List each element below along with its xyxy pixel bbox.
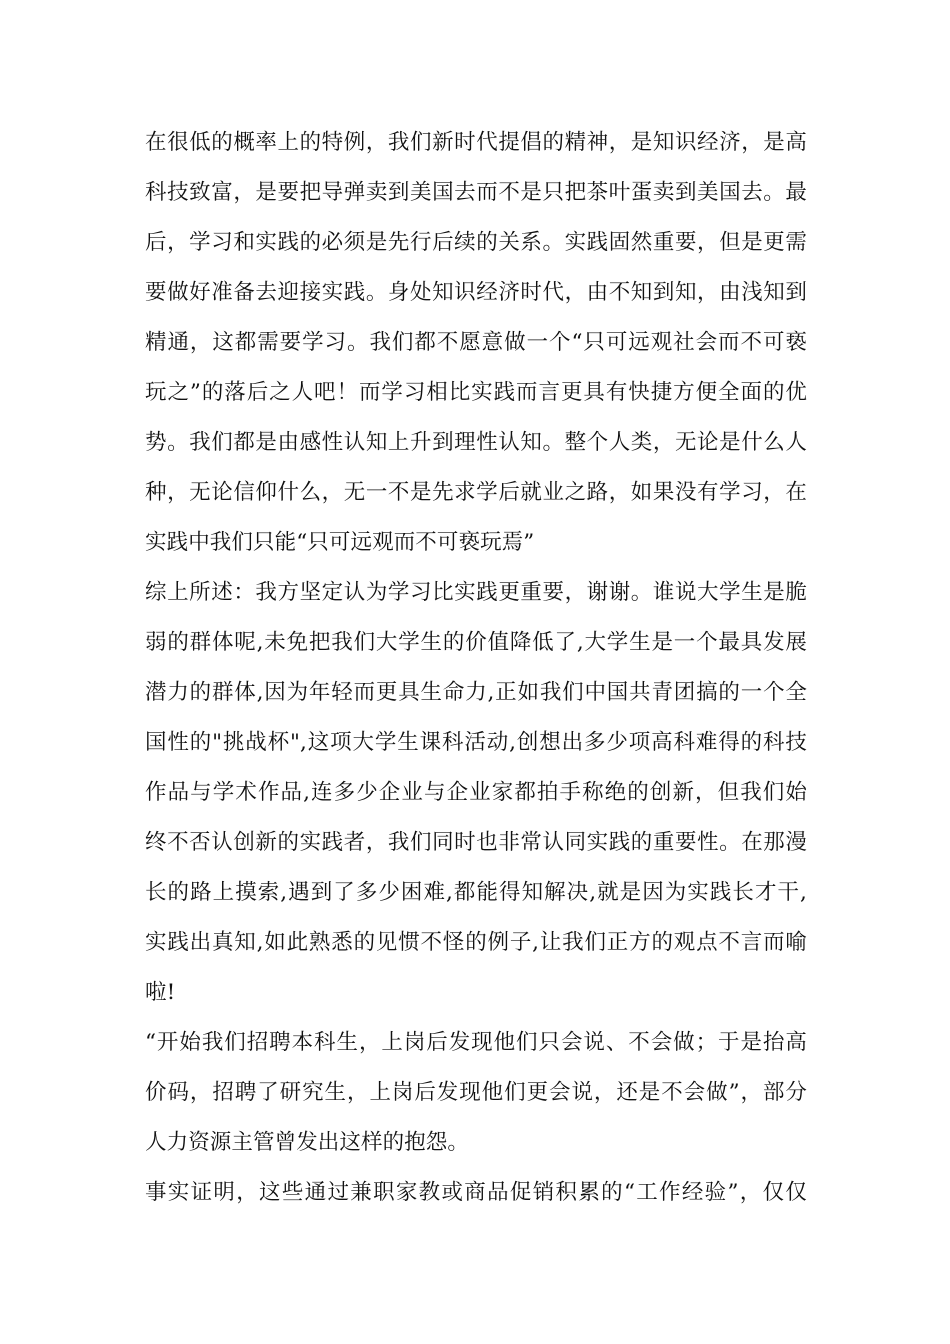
document-body <box>145 118 807 1218</box>
paragraph-1 <box>145 118 807 568</box>
text-line: 终不否认创新的实践者，我们同时也非常认同实践的重要性。在那漫 <box>145 830 807 855</box>
text-line: 弱的群体呢,未免把我们大学生的价值降低了,大学生是一个最具发展 <box>145 630 807 655</box>
text-line: 啦! <box>145 980 176 1005</box>
text-line: 价码，招聘了研究生，上岗后发现他们更会说，还是不会做”，部分 <box>145 1080 807 1105</box>
text-line: 科技致富，是要把导弹卖到美国去而不是只把茶叶蛋卖到美国去。最 <box>145 180 807 205</box>
text-line: 精通，这都需要学习。我们都不愿意做一个“只可远观社会而不可亵 <box>145 330 807 355</box>
text-line: 种，无论信仰什么，无一不是先求学后就业之路，如果没有学习，在 <box>145 480 807 505</box>
text-line: 后，学习和实践的必须是先行后续的关系。实践固然重要，但是更需 <box>145 230 807 255</box>
text-line: 综上所述：我方坚定认为学习比实践更重要，谢谢。谁说大学生是脆 <box>145 580 807 605</box>
text-line: 玩之”的落后之人吧！而学习相比实践而言更具有快捷方便全面的优 <box>145 380 807 405</box>
text-line: 作品与学术作品,连多少企业与企业家都拍手称绝的创新，但我们始 <box>145 780 807 805</box>
text-line: 实践中我们只能“只可远观而不可亵玩焉” <box>145 530 535 555</box>
text-line: “开始我们招聘本科生，上岗后发现他们只会说、不会做；于是抬高 <box>145 1030 807 1055</box>
text-line: 要做好准备去迎接实践。身处知识经济时代，由不知到知，由浅知到 <box>145 280 807 305</box>
paragraph-2 <box>145 568 807 1018</box>
text-line: 潜力的群体,因为年轻而更具生命力,正如我们中国共青团搞的一个全 <box>145 680 807 705</box>
text-line: 国性的"挑战杯",这项大学生课科活动,创想出多少项高科难得的科技 <box>145 730 807 755</box>
text-line: 在很低的概率上的特例，我们新时代提倡的精神，是知识经济，是高 <box>145 130 807 155</box>
text-line: 实践出真知,如此熟悉的见惯不怪的例子,让我们正方的观点不言而喻 <box>145 930 807 955</box>
paragraph-3 <box>145 1018 807 1168</box>
text-line: 势。我们都是由感性认知上升到理性认知。整个人类，无论是什么人 <box>145 430 807 455</box>
text-line: 事实证明，这些通过兼职家教或商品促销积累的“工作经验”，仅仅 <box>145 1180 807 1205</box>
paragraph-4 <box>145 1168 807 1218</box>
text-line: 长的路上摸索,遇到了多少困难,都能得知解决,就是因为实践长才干, <box>145 880 807 905</box>
text-line: 人力资源主管曾发出这样的抱怨。 <box>145 1130 470 1155</box>
